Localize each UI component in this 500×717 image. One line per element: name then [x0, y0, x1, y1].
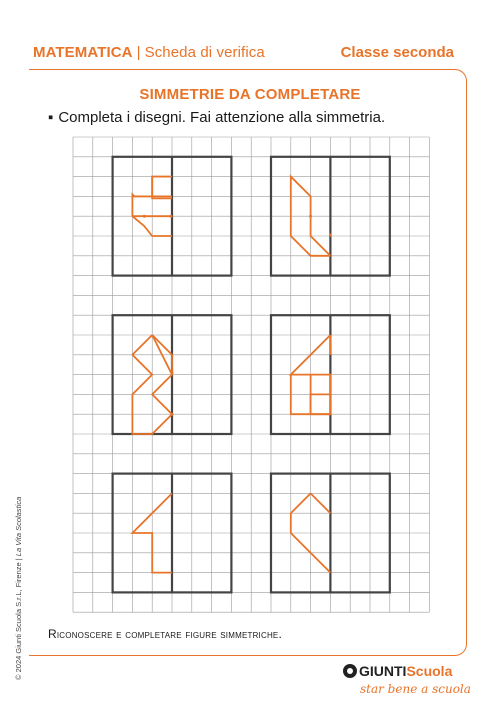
grade-label: Classe seconda: [340, 44, 454, 61]
learning-objective: Riconoscere e completare figure simmetriche.: [48, 627, 283, 641]
logo-g-icon: [343, 664, 357, 678]
figure-3-dot: [171, 371, 174, 374]
logo-tagline: star bene a scuola: [360, 682, 471, 696]
grid-lines: [73, 137, 429, 612]
worksheet-title: SIMMETRIE DA COMPLETARE: [139, 86, 361, 103]
copyright-title: La Vita Scolastica: [14, 496, 23, 557]
figure-1-part: [152, 177, 172, 199]
header-separator: |: [136, 44, 141, 61]
copyright-prefix: © 2024 Giunti Scuola S.r.L, Firenze |: [14, 556, 23, 680]
subject-label: MATEMATICA: [33, 44, 133, 61]
figure-3-dot: [171, 413, 174, 416]
figure-6-part: [311, 493, 331, 513]
sheet-type-label: Scheda di verifica: [144, 44, 265, 61]
figure-2-dot: [329, 234, 332, 237]
instruction-text: Completa i disegni. Fai attenzione alla simmetria.: [58, 109, 386, 126]
logo-brand-b: Scuola: [406, 663, 453, 679]
figure-1-dot: [170, 215, 173, 218]
publisher-logo: [343, 663, 452, 681]
bullet-icon: ▪: [48, 109, 54, 126]
figure-2-dot: [309, 215, 312, 218]
copyright-notice: [14, 497, 23, 680]
figure-1-dot: [143, 215, 146, 218]
logo-brand-a: GIUNTI: [359, 663, 407, 679]
figure-1-part: [132, 177, 172, 197]
